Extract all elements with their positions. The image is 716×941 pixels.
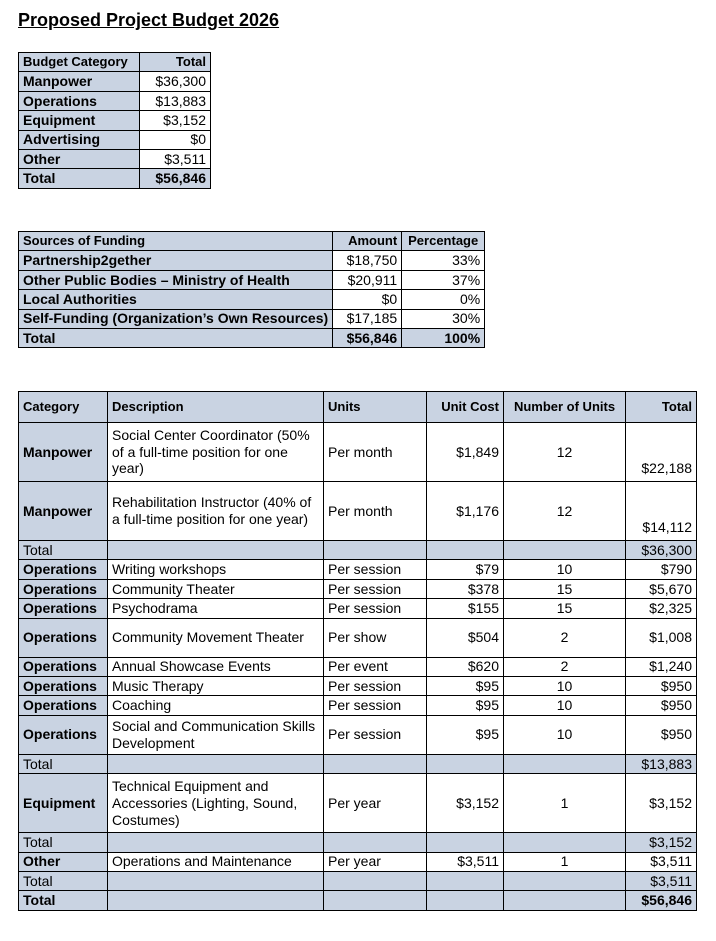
description-cell: Social Center Coordinator (50% of a full-time position for one year) — [108, 423, 324, 482]
total-cell: $0 — [140, 130, 211, 149]
number-of-units-cell: 2 — [504, 657, 626, 676]
total-cell: $2,325 — [626, 599, 697, 618]
subtotal-label: Total — [19, 833, 108, 852]
category-cell: Operations — [19, 599, 108, 618]
table-row — [19, 72, 211, 91]
number-of-units-cell: 12 — [504, 423, 626, 482]
budget-summary-table — [18, 52, 211, 189]
page-title: Proposed Project Budget 2026 — [18, 10, 280, 30]
table-row — [19, 251, 485, 270]
header-number-of-units: Number of Units — [504, 392, 626, 423]
amount-cell: $18,750 — [333, 251, 402, 270]
subtotal-value: $13,883 — [626, 754, 697, 773]
subtotal-value: $3,511 — [626, 871, 697, 890]
total-cell: $3,152 — [626, 774, 697, 833]
amount-cell: $17,185 — [333, 309, 402, 328]
units-cell: Per year — [324, 852, 427, 871]
category-cell: Other — [19, 852, 108, 871]
number-of-units-cell: 10 — [504, 560, 626, 579]
units-cell: Per show — [324, 618, 427, 657]
total-cell: $3,152 — [140, 111, 211, 130]
source-cell: Other Public Bodies – Ministry of Health — [19, 270, 333, 289]
unit-cost-cell: $95 — [427, 676, 504, 695]
table-row — [19, 423, 697, 482]
total-cell: $1,240 — [626, 657, 697, 676]
number-of-units-cell: 1 — [504, 774, 626, 833]
empty-cell — [108, 833, 324, 852]
number-of-units-cell: 10 — [504, 696, 626, 715]
table-row — [19, 290, 485, 309]
total-cell: $14,112 — [626, 482, 697, 541]
number-of-units-cell: 15 — [504, 579, 626, 598]
category-cell: Equipment — [19, 774, 108, 833]
header-description: Description — [108, 392, 324, 423]
units-cell: Per session — [324, 696, 427, 715]
total-cell: $3,511 — [140, 149, 211, 168]
total-cell: $22,188 — [626, 423, 697, 482]
empty-cell — [504, 541, 626, 560]
table-row — [19, 270, 485, 289]
description-cell: Writing workshops — [108, 560, 324, 579]
subtotal-row — [19, 754, 697, 773]
table-row — [19, 130, 211, 149]
table-row — [19, 111, 211, 130]
total-cell: $3,511 — [626, 852, 697, 871]
unit-cost-cell: $95 — [427, 696, 504, 715]
header-budget-category: Budget Category — [19, 53, 140, 72]
subtotal-label: Total — [19, 541, 108, 560]
table-header-row — [19, 232, 485, 251]
source-cell: Local Authorities — [19, 290, 333, 309]
description-cell: Psychodrama — [108, 599, 324, 618]
units-cell: Per month — [324, 482, 427, 541]
category-cell: Manpower — [19, 482, 108, 541]
percentage-cell: 30% — [402, 309, 485, 328]
units-cell: Per year — [324, 774, 427, 833]
description-cell: Music Therapy — [108, 676, 324, 695]
subtotal-row — [19, 833, 697, 852]
number-of-units-cell: 10 — [504, 676, 626, 695]
empty-cell — [324, 754, 427, 773]
header-amount: Amount — [333, 232, 402, 251]
subtotal-row — [19, 871, 697, 890]
table-row — [19, 774, 697, 833]
total-row — [19, 328, 485, 347]
empty-cell — [504, 891, 626, 910]
empty-cell — [504, 754, 626, 773]
units-cell: Per session — [324, 560, 427, 579]
description-cell: Annual Showcase Events — [108, 657, 324, 676]
source-cell: Partnership2gether — [19, 251, 333, 270]
table-row — [19, 309, 485, 328]
source-cell: Self-Funding (Organization’s Own Resources) — [19, 309, 333, 328]
total-label: Total — [19, 328, 333, 347]
empty-cell — [324, 833, 427, 852]
total-cell: $5,670 — [626, 579, 697, 598]
category-cell: Advertising — [19, 130, 140, 149]
header-category: Category — [19, 392, 108, 423]
total-cell: $950 — [626, 676, 697, 695]
total-cell: $950 — [626, 696, 697, 715]
empty-cell — [427, 891, 504, 910]
grand-total-value: $56,846 — [626, 891, 697, 910]
header-total: Total — [626, 392, 697, 423]
units-cell: Per session — [324, 579, 427, 598]
number-of-units-cell: 2 — [504, 618, 626, 657]
category-cell: Operations — [19, 657, 108, 676]
percentage-cell: 37% — [402, 270, 485, 289]
category-cell: Equipment — [19, 111, 140, 130]
empty-cell — [108, 871, 324, 890]
unit-cost-cell: $3,511 — [427, 852, 504, 871]
total-value: $56,846 — [140, 169, 211, 188]
percentage-cell: 0% — [402, 290, 485, 309]
category-cell: Operations — [19, 560, 108, 579]
table-row — [19, 482, 697, 541]
category-cell: Manpower — [19, 423, 108, 482]
header-percentage: Percentage — [402, 232, 485, 251]
empty-cell — [108, 754, 324, 773]
total-cell: $790 — [626, 560, 697, 579]
units-cell: Per session — [324, 676, 427, 695]
empty-cell — [427, 871, 504, 890]
description-cell: Operations and Maintenance — [108, 852, 324, 871]
category-cell: Manpower — [19, 72, 140, 91]
subtotal-row — [19, 541, 697, 560]
subtotal-value: $36,300 — [626, 541, 697, 560]
category-cell: Operations — [19, 676, 108, 695]
number-of-units-cell: 1 — [504, 852, 626, 871]
description-cell: Social and Communication Skills Development — [108, 715, 324, 754]
empty-cell — [427, 541, 504, 560]
funding-sources-table — [18, 231, 485, 348]
unit-cost-cell: $155 — [427, 599, 504, 618]
description-cell: Coaching — [108, 696, 324, 715]
total-cell: $1,008 — [626, 618, 697, 657]
subtotal-label: Total — [19, 871, 108, 890]
unit-cost-cell: $504 — [427, 618, 504, 657]
header-units: Units — [324, 392, 427, 423]
percentage-cell: 33% — [402, 251, 485, 270]
table-row — [19, 852, 697, 871]
unit-cost-cell: $1,849 — [427, 423, 504, 482]
grand-total-label: Total — [19, 891, 108, 910]
total-amount: $56,846 — [333, 328, 402, 347]
unit-cost-cell: $3,152 — [427, 774, 504, 833]
subtotal-value: $3,152 — [626, 833, 697, 852]
total-cell: $36,300 — [140, 72, 211, 91]
category-cell: Operations — [19, 91, 140, 110]
empty-cell — [324, 541, 427, 560]
table-row — [19, 91, 211, 110]
table-row — [19, 149, 211, 168]
category-cell: Operations — [19, 579, 108, 598]
unit-cost-cell: $79 — [427, 560, 504, 579]
table-row — [19, 579, 697, 598]
empty-cell — [108, 891, 324, 910]
description-cell: Community Theater — [108, 579, 324, 598]
description-cell: Rehabilitation Instructor (40% of a full-time position for one year) — [108, 482, 324, 541]
table-row — [19, 676, 697, 695]
empty-cell — [108, 541, 324, 560]
total-cell: $13,883 — [140, 91, 211, 110]
number-of-units-cell: 10 — [504, 715, 626, 754]
subtotal-label: Total — [19, 754, 108, 773]
table-row — [19, 696, 697, 715]
category-cell: Operations — [19, 696, 108, 715]
amount-cell: $20,911 — [333, 270, 402, 289]
unit-cost-cell: $1,176 — [427, 482, 504, 541]
header-unit-cost: Unit Cost — [427, 392, 504, 423]
table-row — [19, 599, 697, 618]
header-sources: Sources of Funding — [19, 232, 333, 251]
units-cell: Per session — [324, 715, 427, 754]
table-row — [19, 657, 697, 676]
empty-cell — [324, 891, 427, 910]
units-cell: Per event — [324, 657, 427, 676]
total-label: Total — [19, 169, 140, 188]
header-total: Total — [140, 53, 211, 72]
category-cell: Other — [19, 149, 140, 168]
category-cell: Operations — [19, 618, 108, 657]
table-header-row — [19, 392, 697, 423]
empty-cell — [504, 833, 626, 852]
units-cell: Per session — [324, 599, 427, 618]
empty-cell — [427, 833, 504, 852]
grand-total-row — [19, 891, 697, 910]
table-header-row — [19, 53, 211, 72]
table-row — [19, 560, 697, 579]
total-cell: $950 — [626, 715, 697, 754]
description-cell: Community Movement Theater — [108, 618, 324, 657]
total-percentage: 100% — [402, 328, 485, 347]
table-row — [19, 715, 697, 754]
budget-detail-table — [18, 391, 697, 911]
empty-cell — [504, 871, 626, 890]
amount-cell: $0 — [333, 290, 402, 309]
unit-cost-cell: $378 — [427, 579, 504, 598]
unit-cost-cell: $95 — [427, 715, 504, 754]
category-cell: Operations — [19, 715, 108, 754]
unit-cost-cell: $620 — [427, 657, 504, 676]
number-of-units-cell: 12 — [504, 482, 626, 541]
description-cell: Technical Equipment and Accessories (Lighting, Sound, Costumes) — [108, 774, 324, 833]
total-row — [19, 169, 211, 188]
empty-cell — [427, 754, 504, 773]
empty-cell — [324, 871, 427, 890]
number-of-units-cell: 15 — [504, 599, 626, 618]
units-cell: Per month — [324, 423, 427, 482]
table-row — [19, 618, 697, 657]
